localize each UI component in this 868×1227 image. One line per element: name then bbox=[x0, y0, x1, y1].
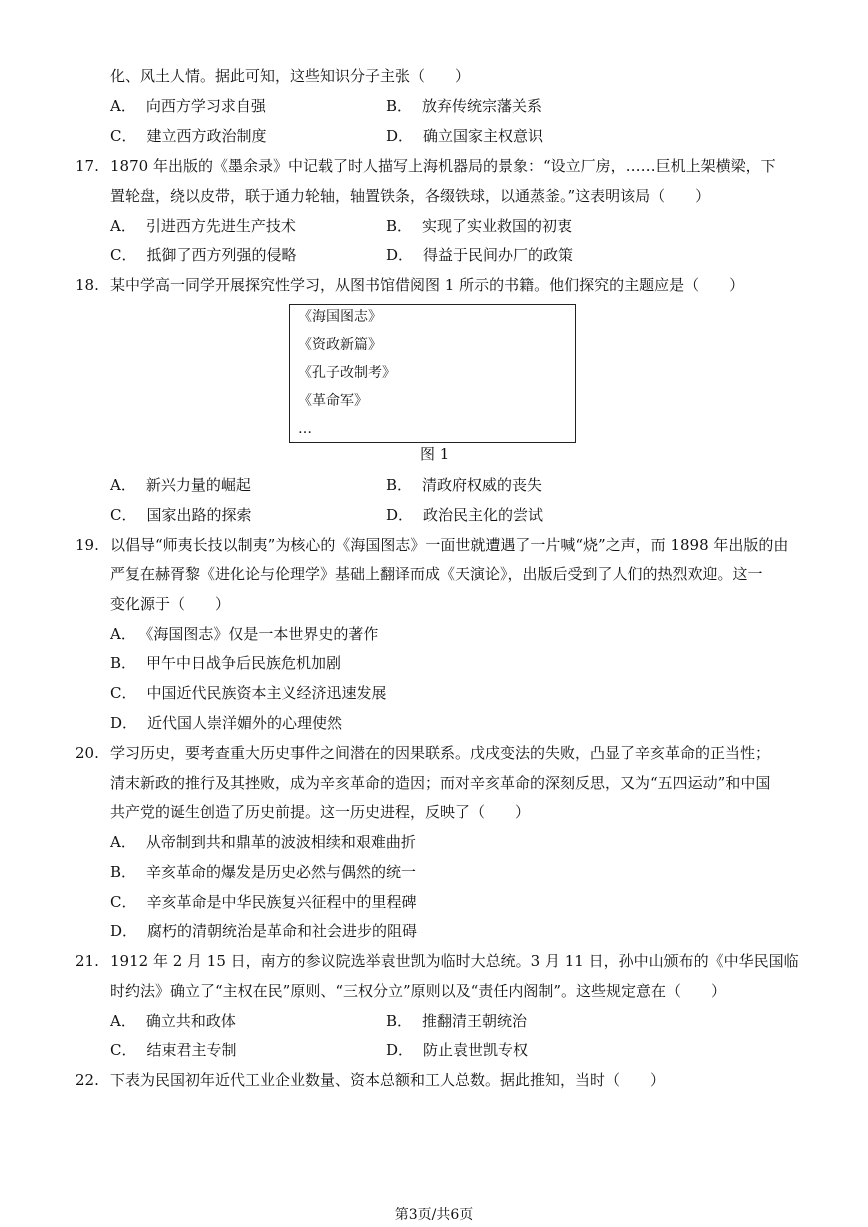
q21-option-c: C． 结束君主专制 bbox=[110, 1041, 237, 1059]
q19-stem-line-3: 变化源于（ ） bbox=[110, 595, 231, 613]
q18-option-c: C． 国家出路的探索 bbox=[110, 506, 252, 524]
book-ellipsis: … bbox=[298, 421, 312, 437]
figure-1-caption: 图 1 bbox=[420, 445, 450, 463]
book-title: 《资政新篇》 bbox=[298, 337, 382, 353]
q17-option-a: A． 引进西方先进生产技术 bbox=[110, 217, 296, 235]
q20-number: 20. bbox=[75, 744, 99, 762]
q17-option-c: C． 抵御了西方列强的侵略 bbox=[110, 246, 297, 264]
q16-option-a: A． 向西方学习求自强 bbox=[110, 97, 266, 115]
page-number-footer: 第3页/共6页 bbox=[394, 1207, 474, 1223]
q19-option-c: C． 中国近代民族资本主义经济迅速发展 bbox=[110, 684, 387, 702]
q17-option-d: D． 得益于民间办厂的政策 bbox=[386, 246, 574, 264]
q20-stem-line-2: 清末新政的推行及其挫败，成为辛亥革命的造因；而对辛亥革命的深刻反思，又为“五四运动”和中国 bbox=[110, 774, 771, 792]
q21-stem-line-1: 1912 年 2 月 15 日，南方的参议院选举袁世凯为临时大总统。3 月 11 日，孙中山颁布的《中华民国临 bbox=[110, 952, 799, 970]
q20-option-b: B． 辛亥革命的爆发是历史必然与偶然的统一 bbox=[110, 863, 417, 881]
book-title: 《革命军》 bbox=[298, 393, 368, 409]
q18-option-a: A． 新兴力量的崛起 bbox=[110, 476, 251, 494]
q19-number: 19. bbox=[75, 536, 99, 554]
q16-option-b: B． 放弃传统宗藩关系 bbox=[386, 97, 543, 115]
q20-stem-line-1: 学习历史，要考查重大历史事件之间潜在的因果联系。戊戌变法的失败，凸显了辛亥革命的正当性； bbox=[110, 744, 771, 762]
q19-option-d: D． 近代国人崇洋媚外的心理使然 bbox=[110, 714, 343, 732]
q16-option-d: D． 确立国家主权意识 bbox=[386, 127, 544, 145]
q17-stem-line-2: 置轮盘，绕以皮带，联于通力轮轴，轴置铁条，各缀铁球，以通蒸釜。”这表明该局（ ） bbox=[110, 187, 711, 205]
q18-number: 18. bbox=[75, 276, 99, 294]
q20-stem-line-3: 共产党的诞生创造了历史前提。这一历史进程，反映了（ ） bbox=[110, 803, 531, 821]
q21-option-b: B． 推翻清王朝统治 bbox=[386, 1012, 528, 1030]
book-title: 《孔子改制考》 bbox=[298, 365, 396, 381]
q19-stem-line-1: 以倡导“师夷长技以制夷”为核心的《海国图志》一面世就遭遇了一片喊“烧”之声，而 1898 年出版的由 bbox=[110, 536, 789, 554]
q20-option-a: A． 从帝制到共和鼎革的波波相续和艰难曲折 bbox=[110, 833, 416, 851]
q18-option-d: D． 政治民主化的尝试 bbox=[386, 506, 544, 524]
q18-stem-line-1: 某中学高一同学开展探究性学习，从图书馆借阅图 1 所示的书籍。他们探究的主题应是（ ） bbox=[110, 276, 745, 294]
q21-option-d: D． 防止袁世凯专权 bbox=[386, 1041, 529, 1059]
q16-option-c: C． 建立西方政治制度 bbox=[110, 127, 267, 145]
q22-stem-line-1: 下表为民国初年近代工业企业数量、资本总额和工人总数。据此推知，当时（ ） bbox=[110, 1071, 666, 1089]
q19-option-b: B． 甲午中日战争后民族危机加剧 bbox=[110, 654, 342, 672]
q18-option-b: B． 清政府权威的丧失 bbox=[386, 476, 543, 494]
q17-option-b: B． 实现了实业救国的初衷 bbox=[386, 217, 573, 235]
q22-number: 22. bbox=[75, 1071, 99, 1089]
q21-option-a: A． 确立共和政体 bbox=[110, 1012, 236, 1030]
q16-stem-continued: 化、风土人情。据此可知，这些知识分子主张（ ） bbox=[110, 67, 471, 85]
q21-stem-line-2: 时约法》确立了“主权在民”原则、“三权分立”原则以及“责任内阁制”。这些规定意在（ ） bbox=[110, 982, 727, 1000]
figure-1-book-list bbox=[289, 304, 576, 443]
q21-number: 21. bbox=[75, 952, 99, 970]
q20-option-c: C． 辛亥革命是中华民族复兴征程中的里程碑 bbox=[110, 893, 417, 911]
q19-option-a: A． 《海国图志》仅是一本世界史的著作 bbox=[110, 625, 379, 643]
q17-number: 17. bbox=[75, 157, 99, 175]
q19-stem-line-2: 严复在赫胥黎《进化论与伦理学》基础上翻译而成《天演论》，出版后受到了人们的热烈欢迎。这一 bbox=[110, 565, 763, 583]
book-title: 《海国图志》 bbox=[298, 309, 382, 325]
q20-option-d: D． 腐朽的清朝统治是革命和社会进步的阻碍 bbox=[110, 922, 418, 940]
q17-stem-line-1: 1870 年出版的《墨余录》中记载了时人描写上海机器局的景象：“设立厂房，……巨机上架横梁，下 bbox=[110, 157, 776, 175]
